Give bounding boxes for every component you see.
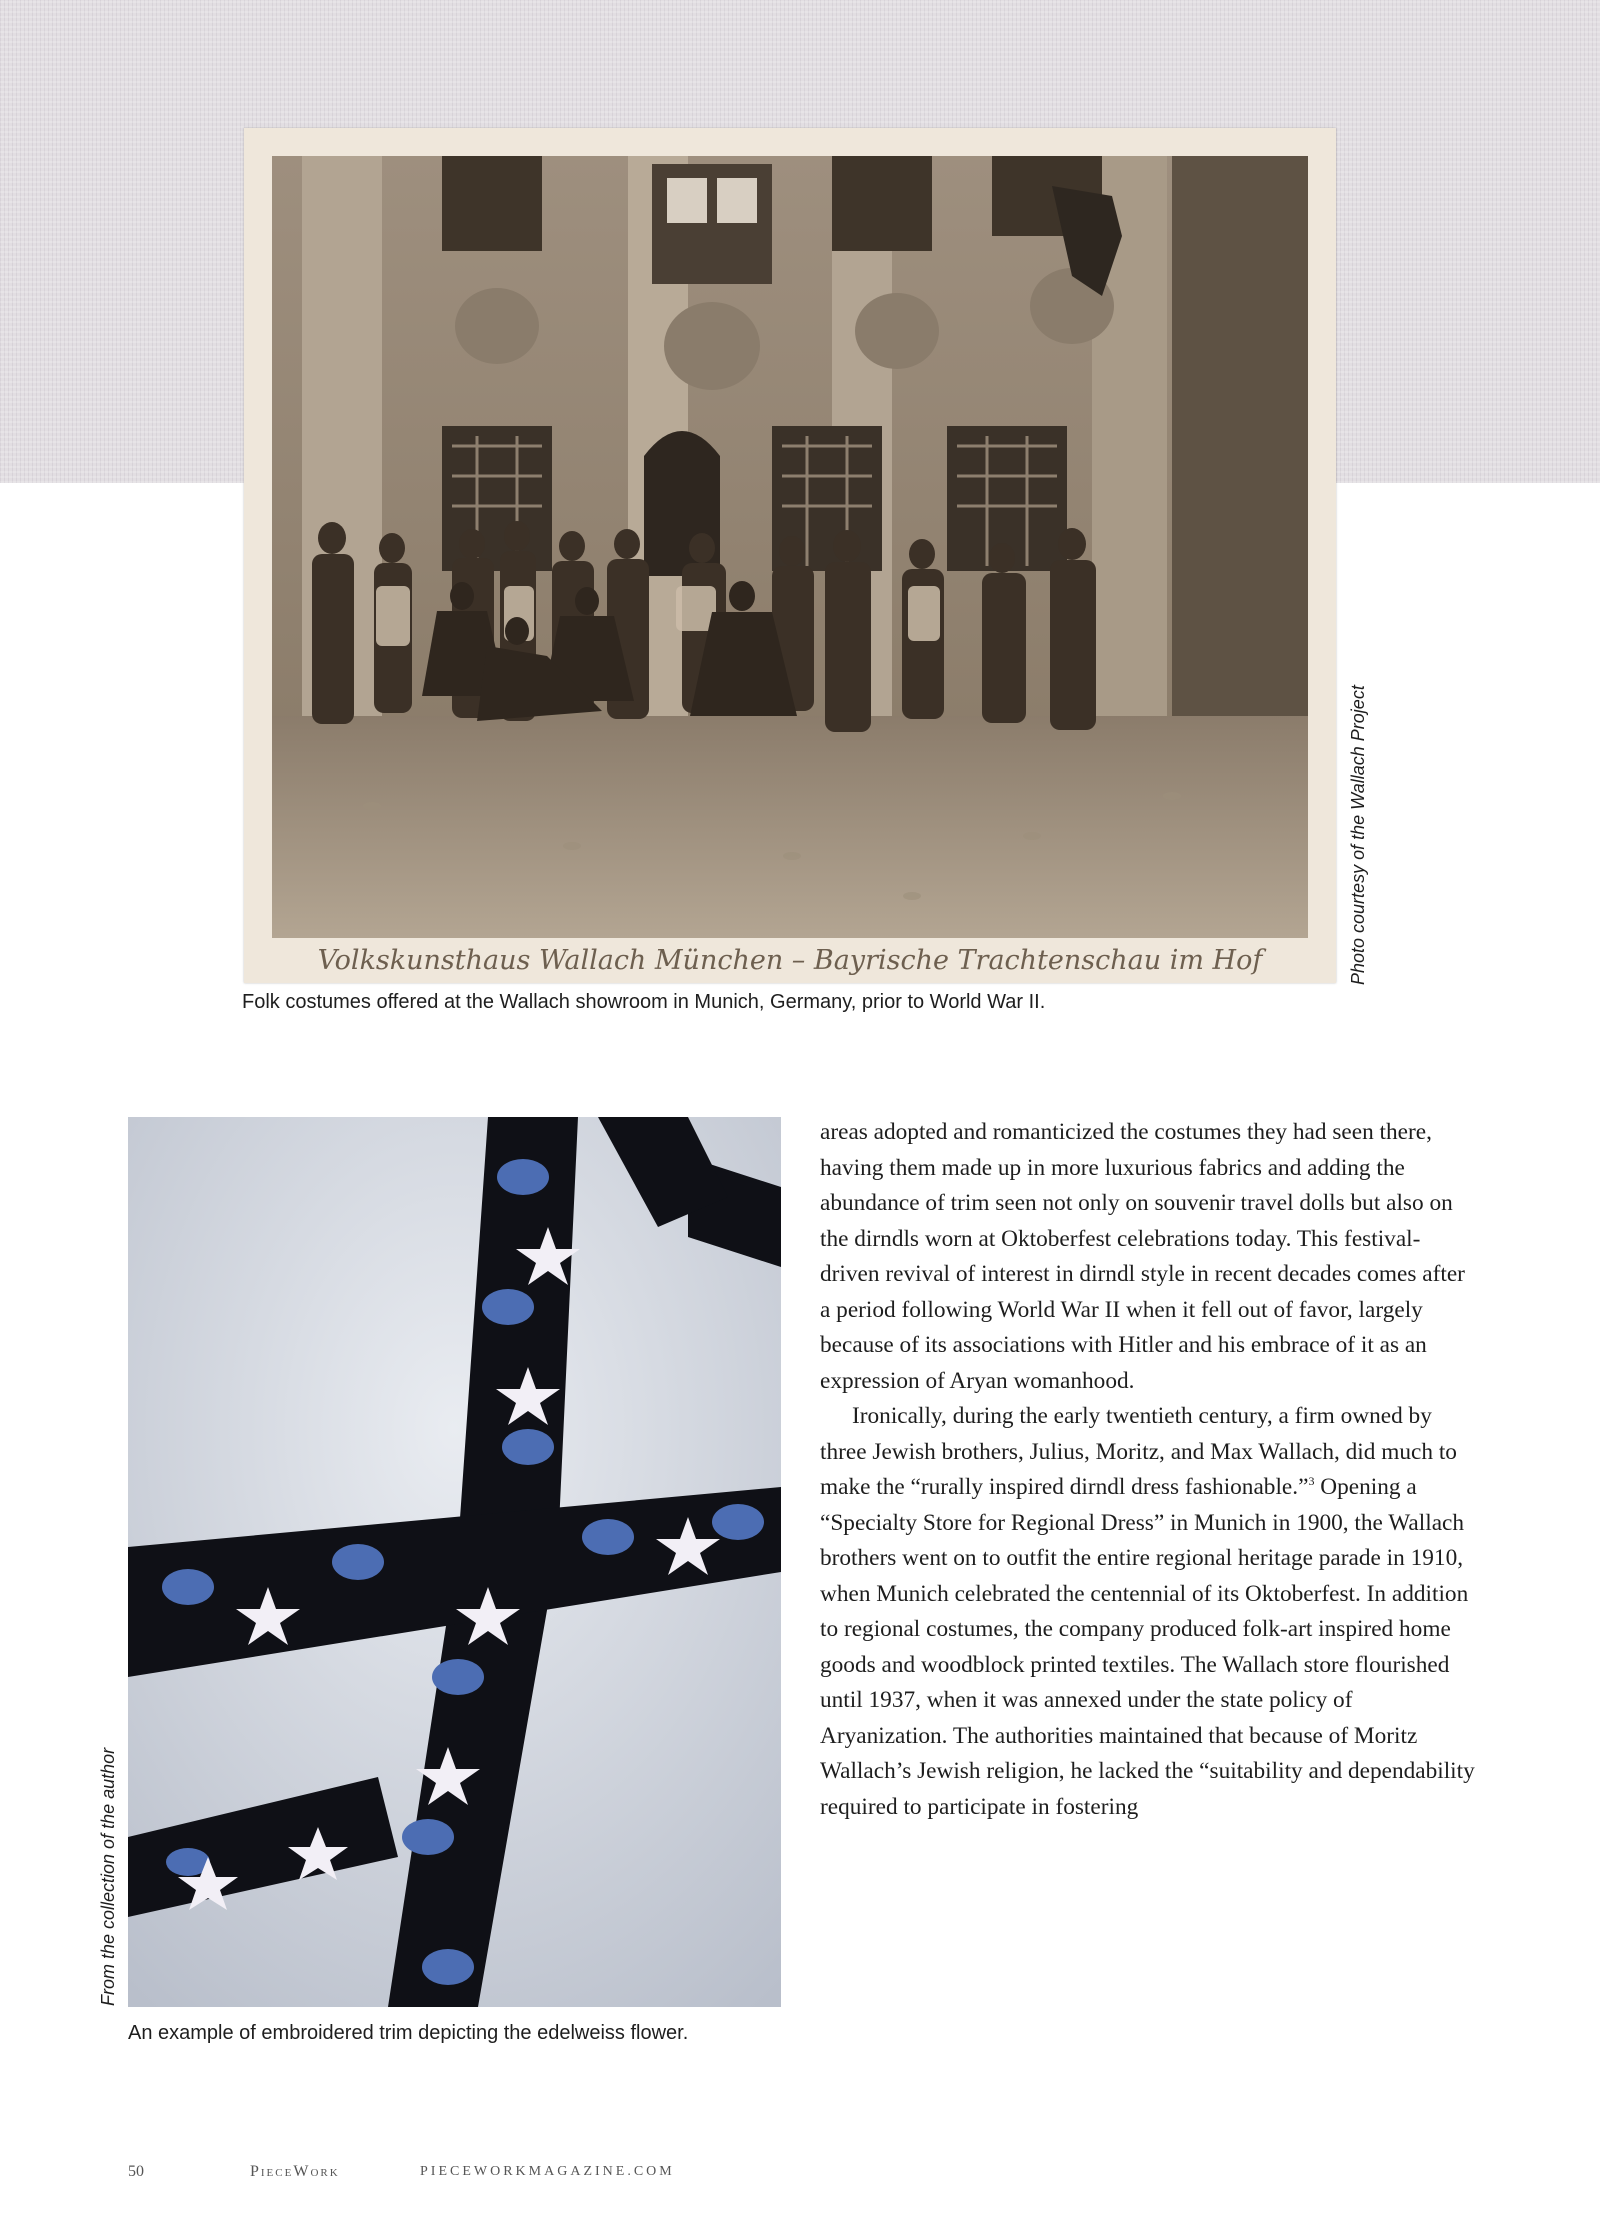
- photo-caption: Folk costumes offered at the Wallach showroom in Munich, Germany, prior to World War II.: [242, 991, 1046, 1013]
- wallach-showroom-photo: [272, 156, 1308, 938]
- magazine-name: PieceWork: [250, 2163, 340, 2180]
- website-link[interactable]: PIECEWORKMAGAZINE.COM: [420, 2164, 675, 2179]
- edelweiss-trim-photo: [128, 1117, 781, 2007]
- photo-credit: Photo courtesy of the Wallach Project: [1348, 685, 1368, 985]
- trim-caption: An example of embroidered trim depicting the edelweiss flower.: [128, 2022, 689, 2044]
- article-paragraph: Ironically, during the early twentieth century, a firm owned by three Jewish brothers, Julius, Moritz, and Max Wallach, did much to make the “rurally inspired dirndl dress fashionable.”$^3$ Opening a “Specialty Store for Regional Dress” in Munich in 1900, the Wallach brothers went on to outfit the entire regional heritage parade in 1910, when Munich celebrated the centennial of its Oktoberfest. In addition to regional costumes, the company produced folk-art inspired home goods and woodblock printed textiles. The Wallach store flourished until 1937, when it was annexed under the state policy of Aryanization. The authorities maintained that because of Moritz Wallach’s Jewish religion, he lacked the “suitability and dependability required to participate in fostering: [820, 1403, 1475, 1820]
- article-paragraph: areas adopted and romanticized the costumes they had seen there, having them made up in more luxurious fabrics and adding the abundance of trim seen not only on souvenir travel dolls but also on the dirndls worn at Oktoberfest celebrations today. This festival-driven revival of interest in dirndl style in recent decades comes after a period following World War II when it fell out of favor, largely because of its associations with Hitler and his embrace of it as an expression of Aryan womanhood.: [820, 1119, 1465, 1394]
- page-number: 50: [128, 2163, 144, 2180]
- footnote-marker: 3: [1308, 1474, 1315, 1489]
- trim-credit: From the collection of the author: [98, 1747, 118, 2006]
- postcard-inscription: Volkskunsthaus Wallach München – Bayrische Trachtenschau im Hof: [317, 945, 1263, 976]
- article-body: [820, 1115, 1475, 1825]
